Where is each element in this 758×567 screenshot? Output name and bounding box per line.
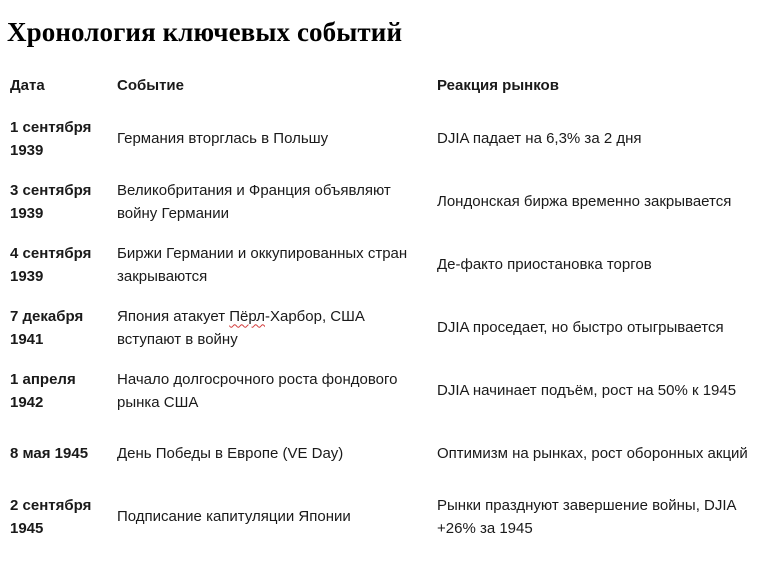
date-cell: 1 апреля 1942 [10, 370, 76, 411]
table-row [0, 422, 758, 485]
date-cell: 3 сентября 1939 [10, 181, 92, 222]
reaction-cell: DJIA проседает, но быстро отыгрывается [437, 319, 724, 336]
reaction-cell: Лондонская биржа временно закрывается [437, 193, 732, 210]
reaction-cell: Де-факто приостановка торгов [437, 256, 652, 273]
table-row [0, 485, 758, 548]
table-row [0, 107, 758, 170]
header-reaction: Реакция рынков [437, 76, 559, 94]
date-cell: 7 декабря 1941 [10, 307, 84, 348]
date-cell: 1 сентября 1939 [10, 118, 92, 159]
document-title: Хронология ключевых событий [7, 17, 403, 47]
table-row [0, 296, 758, 359]
event-cell: Начало долгосрочного роста фондового рынка США [117, 370, 398, 411]
spellcheck-flagged-word[interactable]: Пёрл [229, 307, 265, 325]
date-cell: 2 сентября 1945 [10, 496, 92, 537]
event-text-after: -Харбор, США вступают в войну [117, 307, 365, 348]
table-row [0, 170, 758, 233]
date-cell: 8 мая 1945 [10, 445, 89, 462]
reaction-cell: Рынки празднуют завершение войны, DJIA +26% за 1945 [437, 496, 736, 537]
event-cell [107, 296, 427, 359]
event-cell: Биржи Германии и оккупированных стран закрываются [117, 244, 408, 285]
header-event: Событие [117, 76, 184, 94]
event-cell: День Победы в Европе (VE Day) [117, 445, 344, 462]
table-header-row [0, 63, 758, 107]
event-cell: Германия вторглась в Польшу [117, 130, 329, 147]
header-date: Дата [10, 76, 45, 94]
event-cell: Великобритания и Франция объявляют войну Германии [117, 181, 391, 222]
timeline-table [0, 63, 758, 548]
event-cell: Подписание капитуляции Японии [117, 508, 351, 525]
reaction-cell: DJIA падает на 6,3% за 2 дня [437, 130, 642, 147]
event-text-before: Япония атакует [117, 307, 230, 325]
table-row [0, 233, 758, 296]
date-cell: 4 сентября 1939 [10, 244, 92, 285]
reaction-cell: Оптимизм на рынках, рост оборонных акций [437, 445, 748, 462]
table-row [0, 359, 758, 422]
reaction-cell: DJIA начинает подъём, рост на 50% к 1945 [437, 382, 737, 399]
